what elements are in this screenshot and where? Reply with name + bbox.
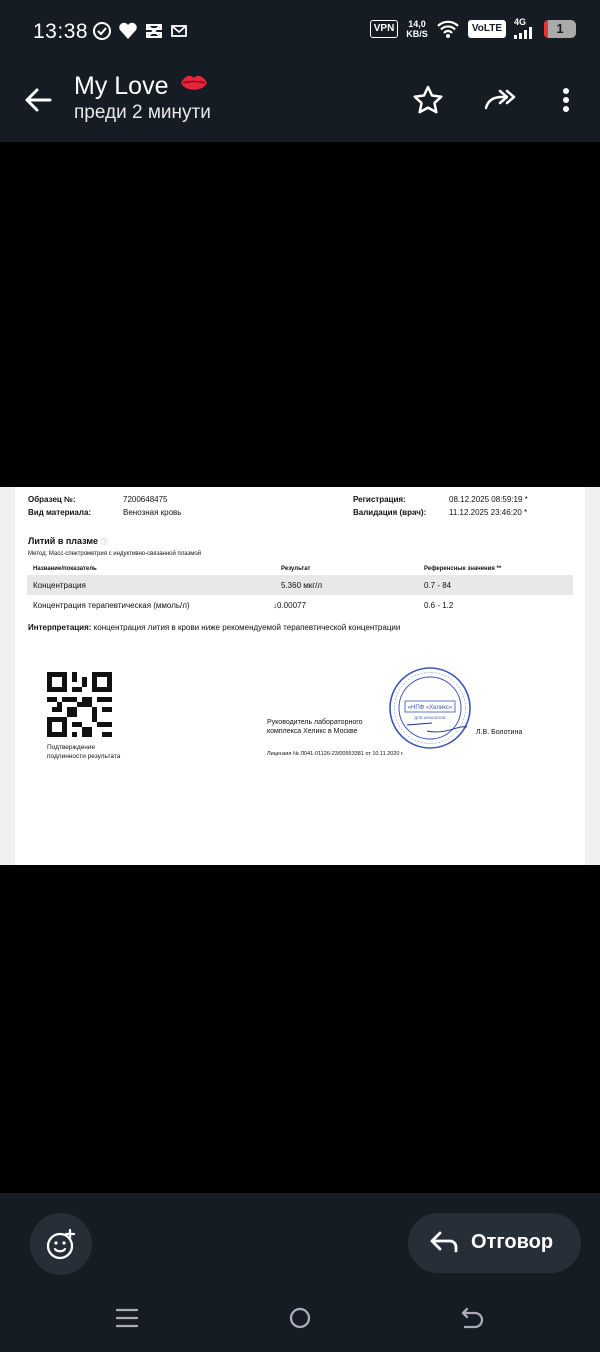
row2-name: Концентрация терапевтическая (ммоль/л) [33, 601, 190, 610]
interpretation-text: концентрация лития в крови ниже рекомендуемой терапевтической концентрации [93, 623, 401, 632]
method-text: Метод: Масс-спектрометрия с индуктивно-связанной плазмой [28, 551, 202, 557]
wifi-icon [436, 19, 460, 39]
reply-label: Отговор [471, 1231, 554, 1253]
heart-icon [118, 21, 138, 41]
validation-label: Валидация (врач): [353, 508, 427, 517]
signature-stroke [407, 723, 467, 732]
add-reaction-icon [30, 1213, 92, 1275]
contact-name-text: My Love [74, 72, 169, 100]
battery-icon [544, 20, 576, 38]
material-value: Венозная кровь [123, 508, 182, 517]
chat-header [0, 62, 600, 142]
qr-caption-1: Подтверждение [47, 744, 96, 751]
registration-value: 08.12.2025 08:59:19 * [449, 495, 528, 504]
interpretation-label: Интерпретация: [28, 623, 92, 632]
reply-arrow-icon [428, 1229, 460, 1257]
capcut-icon [144, 21, 164, 41]
sample-label: Образец №: [28, 495, 76, 504]
qr-code-icon [47, 672, 112, 737]
row1-ref: 0.7 - 84 [424, 581, 452, 590]
net-speed [406, 19, 428, 39]
registration-label: Регистрация: [353, 495, 406, 504]
row2-result: 0.00077 [277, 601, 306, 610]
forward-icon[interactable] [482, 82, 518, 118]
react-button[interactable] [30, 1213, 92, 1275]
net-speed-value: 14,0 [408, 18, 426, 29]
net-speed-unit: KB/S [406, 28, 428, 39]
status-bar [0, 0, 600, 62]
network-type: 4G [514, 17, 527, 27]
stamp-center-text: «НПФ «Хеликс» [407, 705, 453, 711]
mail-icon [170, 22, 188, 40]
battery-level: 1 [556, 21, 564, 36]
row2-result-cell [273, 601, 306, 610]
signal-bars-icon [514, 27, 536, 39]
down-arrow-icon: ↓ [273, 601, 277, 610]
status-time: 13:38 [33, 20, 89, 43]
status-notification-icons [92, 21, 188, 41]
head-name: Л.В. Болотина [476, 729, 523, 736]
check-circle-icon [92, 21, 112, 41]
contact-name[interactable] [74, 72, 209, 101]
lab-stamp-icon [387, 665, 473, 751]
validation-value: 11.12.2025 23:46:20 * [449, 508, 528, 517]
material-label: Вид материала: [28, 508, 92, 517]
status-right [370, 18, 576, 39]
qr-caption-2: подлинности результата [47, 753, 121, 760]
head-title-2: комплекса Хеликс в Москве [267, 728, 358, 735]
nav-back-icon[interactable] [453, 1303, 493, 1333]
row2-ref: 0.6 - 1.2 [424, 601, 454, 610]
license-text: Лицензия № Л041-01126-23/00553381 от 10.11.2020 г. [267, 751, 404, 757]
volte-badge: VoLTE [468, 20, 506, 38]
row1-result: 5.360 мкг/л [281, 581, 323, 590]
head-title-1: Руководитель лабораторного [267, 719, 363, 726]
home-icon[interactable] [280, 1303, 320, 1333]
row1-name: Концентрация [33, 581, 86, 590]
lab-report [15, 487, 585, 865]
interpretation [28, 623, 400, 632]
stamp-sub-text: ДЛЯ АНАЛИЗОВ [414, 715, 446, 720]
vpn-badge: VPN [370, 20, 399, 38]
col-result-header: Результат [281, 566, 311, 572]
last-seen: преди 2 минути [74, 102, 211, 123]
test-title [28, 536, 108, 547]
test-title-text: Литий в плазме [28, 536, 99, 546]
info-icon: ⓘ [100, 539, 108, 546]
col-name-header: Название/показатель [33, 566, 97, 572]
reply-button[interactable] [408, 1213, 581, 1273]
signal-indicator [514, 18, 536, 39]
attached-image[interactable] [0, 487, 600, 865]
back-arrow-icon[interactable] [22, 80, 54, 120]
more-vert-icon[interactable] [548, 82, 584, 118]
lips-emoji-icon [179, 72, 209, 94]
bottom-bar [0, 1193, 600, 1352]
sample-value: 7200648475 [123, 495, 168, 504]
col-ref-header: Референсные значения ** [424, 566, 502, 572]
star-icon[interactable] [410, 82, 446, 118]
recent-apps-icon[interactable] [107, 1303, 147, 1333]
